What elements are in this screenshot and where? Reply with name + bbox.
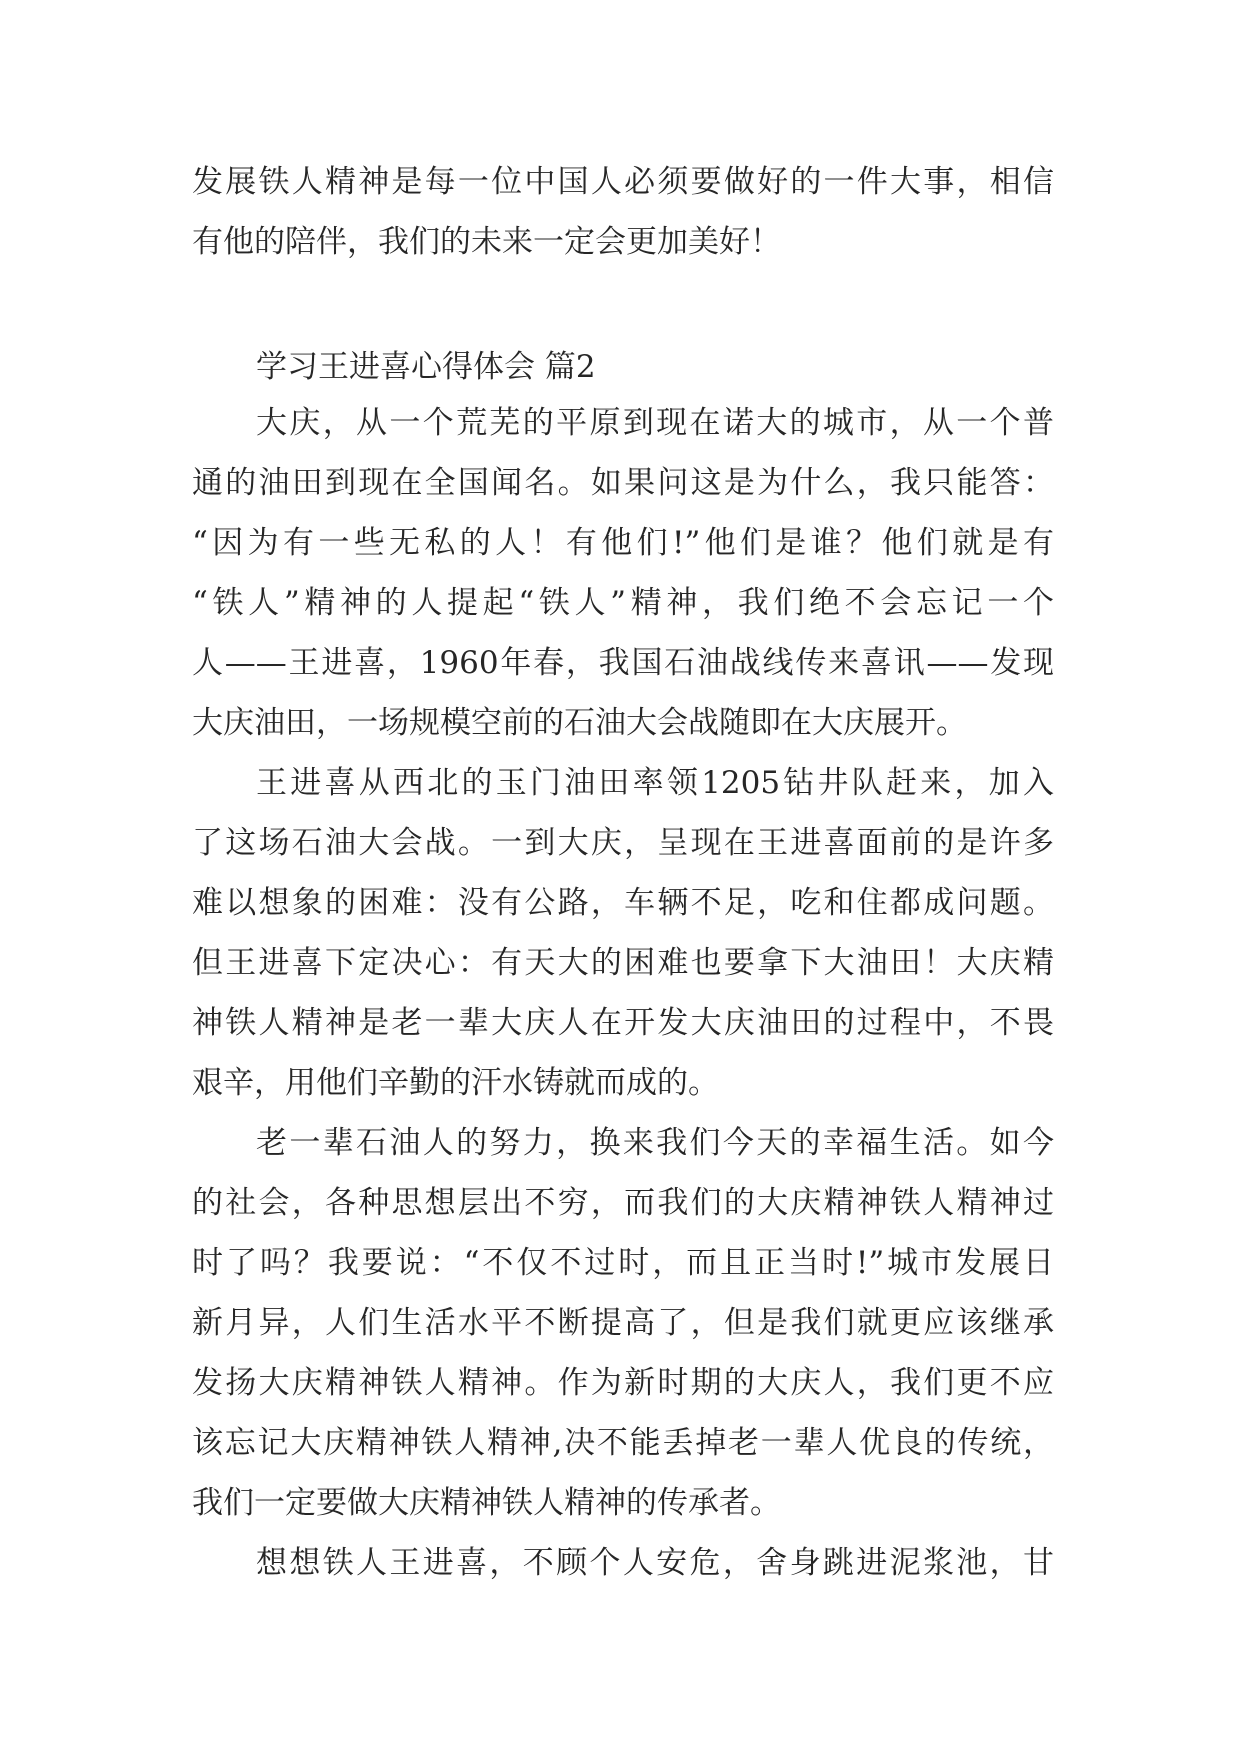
paragraph-line: 时了吗？我要说：“不仅不过时，而且正当时!”城市发展日 (192, 1245, 1054, 1281)
paragraph-line: 老一辈石油人的努力，换来我们今天的幸福生活。如今 (256, 1125, 1054, 1161)
paragraph-line: 想想铁人王进喜，不顾个人安危，舍身跳进泥浆池，甘 (256, 1545, 1054, 1581)
paragraph-line: 难以想象的困难：没有公路，车辆不足，吃和住都成问题。 (192, 885, 1054, 921)
paragraph-line: 王进喜从西北的玉门油田率领1205钻井队赶来，加入 (256, 765, 1054, 801)
paragraph-line: 该忘记大庆精神铁人精神,决不能丢掉老一辈人优良的传统， (192, 1425, 1054, 1461)
paragraph-line: 新月异，人们生活水平不断提高了，但是我们就更应该继承 (192, 1305, 1054, 1341)
paragraph-line: 大庆，从一个荒芜的平原到现在诺大的城市，从一个普 (256, 405, 1054, 441)
paragraph-line: 发扬大庆精神铁人精神。作为新时期的大庆人，我们更不应 (192, 1365, 1054, 1401)
paragraph-line: 通的油田到现在全国闻名。如果问这是为什么，我只能答： (192, 465, 1054, 501)
paragraph-line: 了这场石油大会战。一到大庆，呈现在王进喜面前的是许多 (192, 825, 1054, 861)
section-title: 学习王进喜心得体会 篇2 (256, 349, 596, 385)
paragraph-line: 艰辛，用他们辛勤的汗水铸就而成的。 (192, 1065, 719, 1101)
intro-line: 有他的陪伴，我们的未来一定会更加美好！ (192, 224, 781, 260)
paragraph-line: 我们一定要做大庆精神铁人精神的传承者。 (192, 1485, 781, 1521)
intro-line: 发展铁人精神是每一位中国人必须要做好的一件大事，相信 (192, 164, 1054, 200)
paragraph-line: 人——王进喜，1960年春，我国石油战线传来喜讯——发现 (192, 645, 1054, 681)
paragraph-line: “铁人”精神的人提起“铁人”精神，我们绝不会忘记一个 (192, 585, 1054, 621)
paragraph-line: 的社会，各种思想层出不穷，而我们的大庆精神铁人精神过 (192, 1185, 1054, 1221)
paragraph-line: 大庆油田，一场规模空前的石油大会战随即在大庆展开。 (192, 705, 967, 741)
paragraph-line: 但王进喜下定决心：有天大的困难也要拿下大油田！大庆精 (192, 945, 1054, 981)
paragraph-line: 神铁人精神是老一辈大庆人在开发大庆油田的过程中，不畏 (192, 1005, 1054, 1041)
paragraph-line: “因为有一些无私的人！有他们!”他们是谁？他们就是有 (192, 525, 1054, 561)
